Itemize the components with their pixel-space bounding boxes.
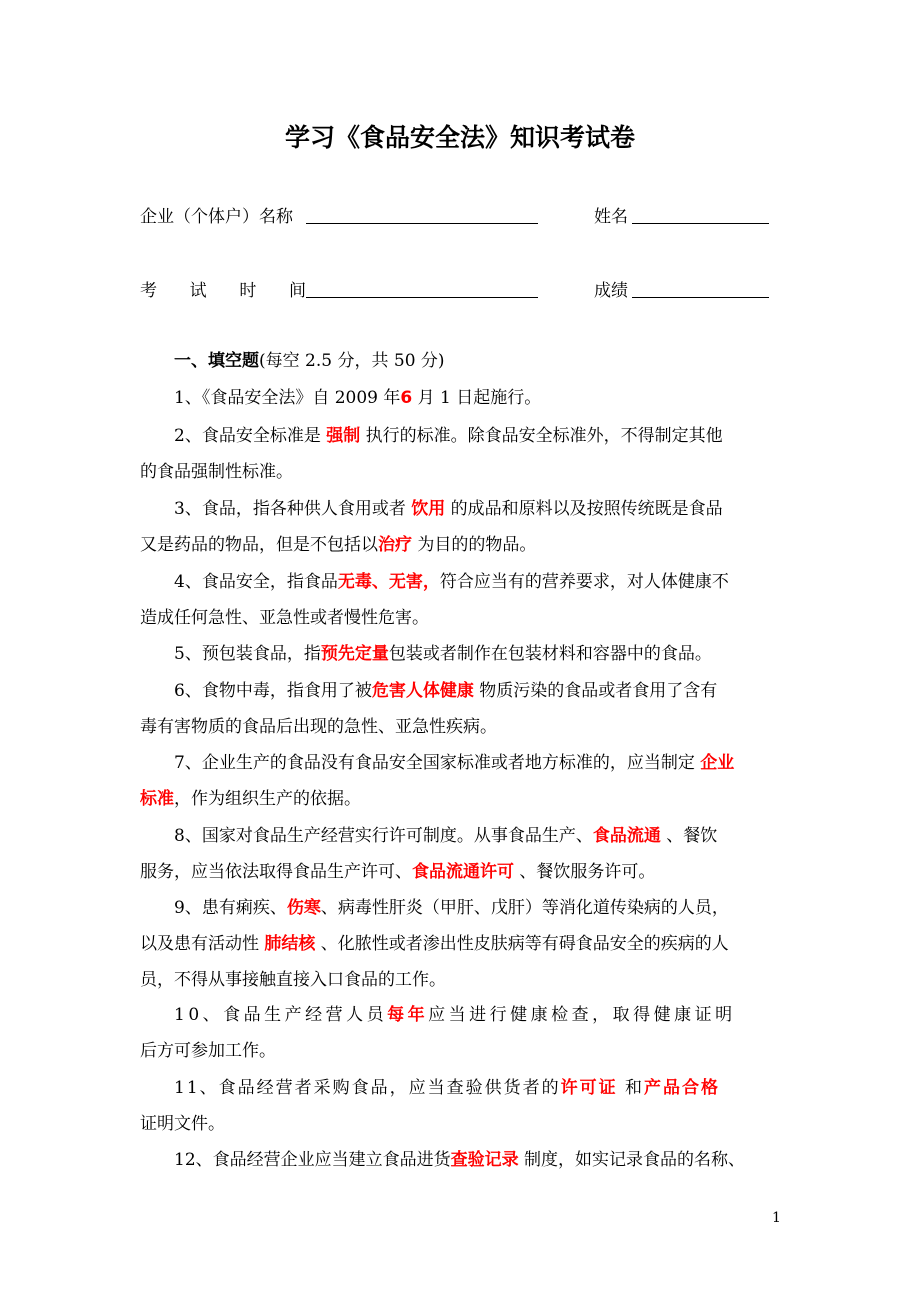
answer: 企业 bbox=[700, 753, 735, 773]
question-text: 制度，如实记录食品的名称、 bbox=[518, 1150, 746, 1170]
question-text: 、化脓性或者渗出性皮肤病等有碍食品安全的疾病的人 bbox=[315, 934, 729, 954]
question-text: 为目的的物品。 bbox=[412, 535, 537, 555]
exam-time-char: 试 bbox=[189, 281, 207, 301]
question-text: 1、《食品安全法》自 2009 年 bbox=[174, 388, 401, 408]
question-text: 符合应当有的营养要求，对人体健康不 bbox=[439, 572, 729, 592]
question-text: 12、食品经营企业应当建立食品进货 bbox=[174, 1150, 451, 1170]
exam-time-label bbox=[140, 276, 306, 301]
answer: 伤寒 bbox=[286, 898, 321, 918]
answer: 无毒、无害， bbox=[337, 572, 440, 592]
answer: 饮用 bbox=[411, 499, 446, 519]
question-text: 、餐饮服务许可。 bbox=[514, 862, 656, 882]
score-label: 成绩 bbox=[594, 281, 628, 301]
question-9-line-1 bbox=[174, 893, 729, 918]
answer: 产品合格 bbox=[644, 1078, 721, 1098]
question-text: 执行的标准。除食品安全标准外，不得制定其他 bbox=[360, 426, 723, 446]
question-8-line-2 bbox=[140, 857, 655, 882]
question-7-line-1 bbox=[174, 748, 734, 773]
name-label: 姓名 bbox=[594, 207, 628, 227]
question-4-line-1 bbox=[174, 567, 729, 592]
question-1 bbox=[174, 383, 541, 408]
company-label: 企业（个体户）名称 bbox=[140, 207, 293, 227]
question-10-line-1 bbox=[174, 1000, 736, 1025]
question-text: 2、食品安全标准是 bbox=[174, 426, 327, 446]
question-text: 4、食品安全，指食品 bbox=[174, 572, 338, 592]
question-3-line-1 bbox=[174, 494, 723, 519]
name-blank[interactable] bbox=[632, 223, 769, 224]
exam-time-char: 考 bbox=[140, 281, 157, 301]
question-12-line-1 bbox=[174, 1145, 745, 1170]
question-9-line-2 bbox=[140, 929, 729, 954]
section-heading bbox=[174, 346, 445, 371]
question-8-line-1 bbox=[174, 821, 717, 846]
question-text: 月 1 日起施行。 bbox=[412, 388, 542, 408]
answer: 每年 bbox=[387, 1005, 429, 1025]
question-10-line-2: 后方可参加工作。 bbox=[140, 1041, 276, 1061]
section-note: (每空 2.5 分，共 50 分) bbox=[259, 351, 445, 371]
question-text: 9、患有痢疾、 bbox=[174, 898, 287, 918]
answer: 强制 bbox=[326, 426, 361, 446]
question-text: ，作为组织生产的依据。 bbox=[174, 789, 361, 809]
question-text: 和 bbox=[617, 1078, 645, 1098]
answer: 许可证 bbox=[560, 1078, 618, 1098]
answer: 标准 bbox=[140, 789, 174, 809]
question-3-line-2 bbox=[140, 530, 536, 555]
question-4-line-2: 造成任何急性、亚急性或者慢性危害。 bbox=[140, 608, 429, 628]
question-text: 8、国家对食品生产经营实行许可制度。从事食品生产、 bbox=[174, 826, 593, 846]
answer: 查验记录 bbox=[450, 1150, 519, 1170]
question-6-line-1 bbox=[174, 676, 717, 701]
company-name-blank[interactable] bbox=[306, 223, 538, 224]
question-7-line-2 bbox=[140, 784, 361, 809]
answer: 预先定量 bbox=[320, 644, 389, 664]
question-text: 的成品和原料以及按照传统既是食品 bbox=[445, 499, 723, 519]
exam-time-blank[interactable] bbox=[306, 297, 538, 298]
question-2-line-2: 的食品强制性标准。 bbox=[140, 462, 293, 482]
question-6-line-2: 毒有害物质的食品后出现的急性、亚急性疾病。 bbox=[140, 717, 497, 737]
question-9-line-3: 员，不得从事接触直接入口食品的工作。 bbox=[140, 970, 446, 990]
section-title: 一、填空题 bbox=[174, 351, 259, 371]
answer: 危害人体健康 bbox=[371, 681, 474, 701]
answer: 食品流通许可 bbox=[412, 862, 514, 882]
question-text: 10、食品生产经营人员 bbox=[174, 1005, 388, 1025]
question-text: 、病毒性肝炎（甲肝、戊肝）等消化道传染病的人员， bbox=[320, 898, 729, 918]
score-blank[interactable] bbox=[632, 297, 769, 298]
question-text: 3、食品，指各种供人食用或者 bbox=[174, 499, 412, 519]
question-text: 5、预包装食品，指 bbox=[174, 644, 321, 664]
question-text: 物质污染的食品或者食用了含有 bbox=[473, 681, 718, 701]
question-text: 11、食品经营者采购食品，应当查验供货者的 bbox=[174, 1078, 561, 1098]
exam-title: 学习《食品安全法》知识考试卷 bbox=[284, 123, 635, 152]
answer: 治疗 bbox=[378, 535, 412, 555]
question-text: 又是药品的物品，但是不包括以 bbox=[140, 535, 378, 555]
answer: 食品流通 bbox=[592, 826, 661, 846]
question-text: 服务，应当依法取得食品生产许可、 bbox=[140, 862, 412, 882]
question-text: 7、企业生产的食品没有食品安全国家标准或者地方标准的，应当制定 bbox=[174, 753, 701, 773]
question-2-line-1 bbox=[174, 421, 723, 446]
question-text: 6、食物中毒，指食用了被 bbox=[174, 681, 372, 701]
exam-time-char: 时 bbox=[239, 281, 257, 301]
question-5 bbox=[174, 639, 712, 664]
exam-time-char: 间 bbox=[288, 281, 306, 301]
question-text: 应当进行健康检查，取得健康证明 bbox=[428, 1005, 736, 1025]
page-number: 1 bbox=[772, 1210, 781, 1226]
answer: 肺结核 bbox=[264, 934, 316, 954]
question-11-line-1 bbox=[174, 1073, 720, 1098]
question-11-line-2: 证明文件。 bbox=[140, 1114, 225, 1134]
question-text: 、餐饮 bbox=[660, 826, 718, 846]
question-text: 包装或者制作在包装材料和容器中的食品。 bbox=[388, 644, 712, 664]
answer: 6 bbox=[400, 388, 413, 408]
question-text: 以及患有活动性 bbox=[140, 934, 265, 954]
